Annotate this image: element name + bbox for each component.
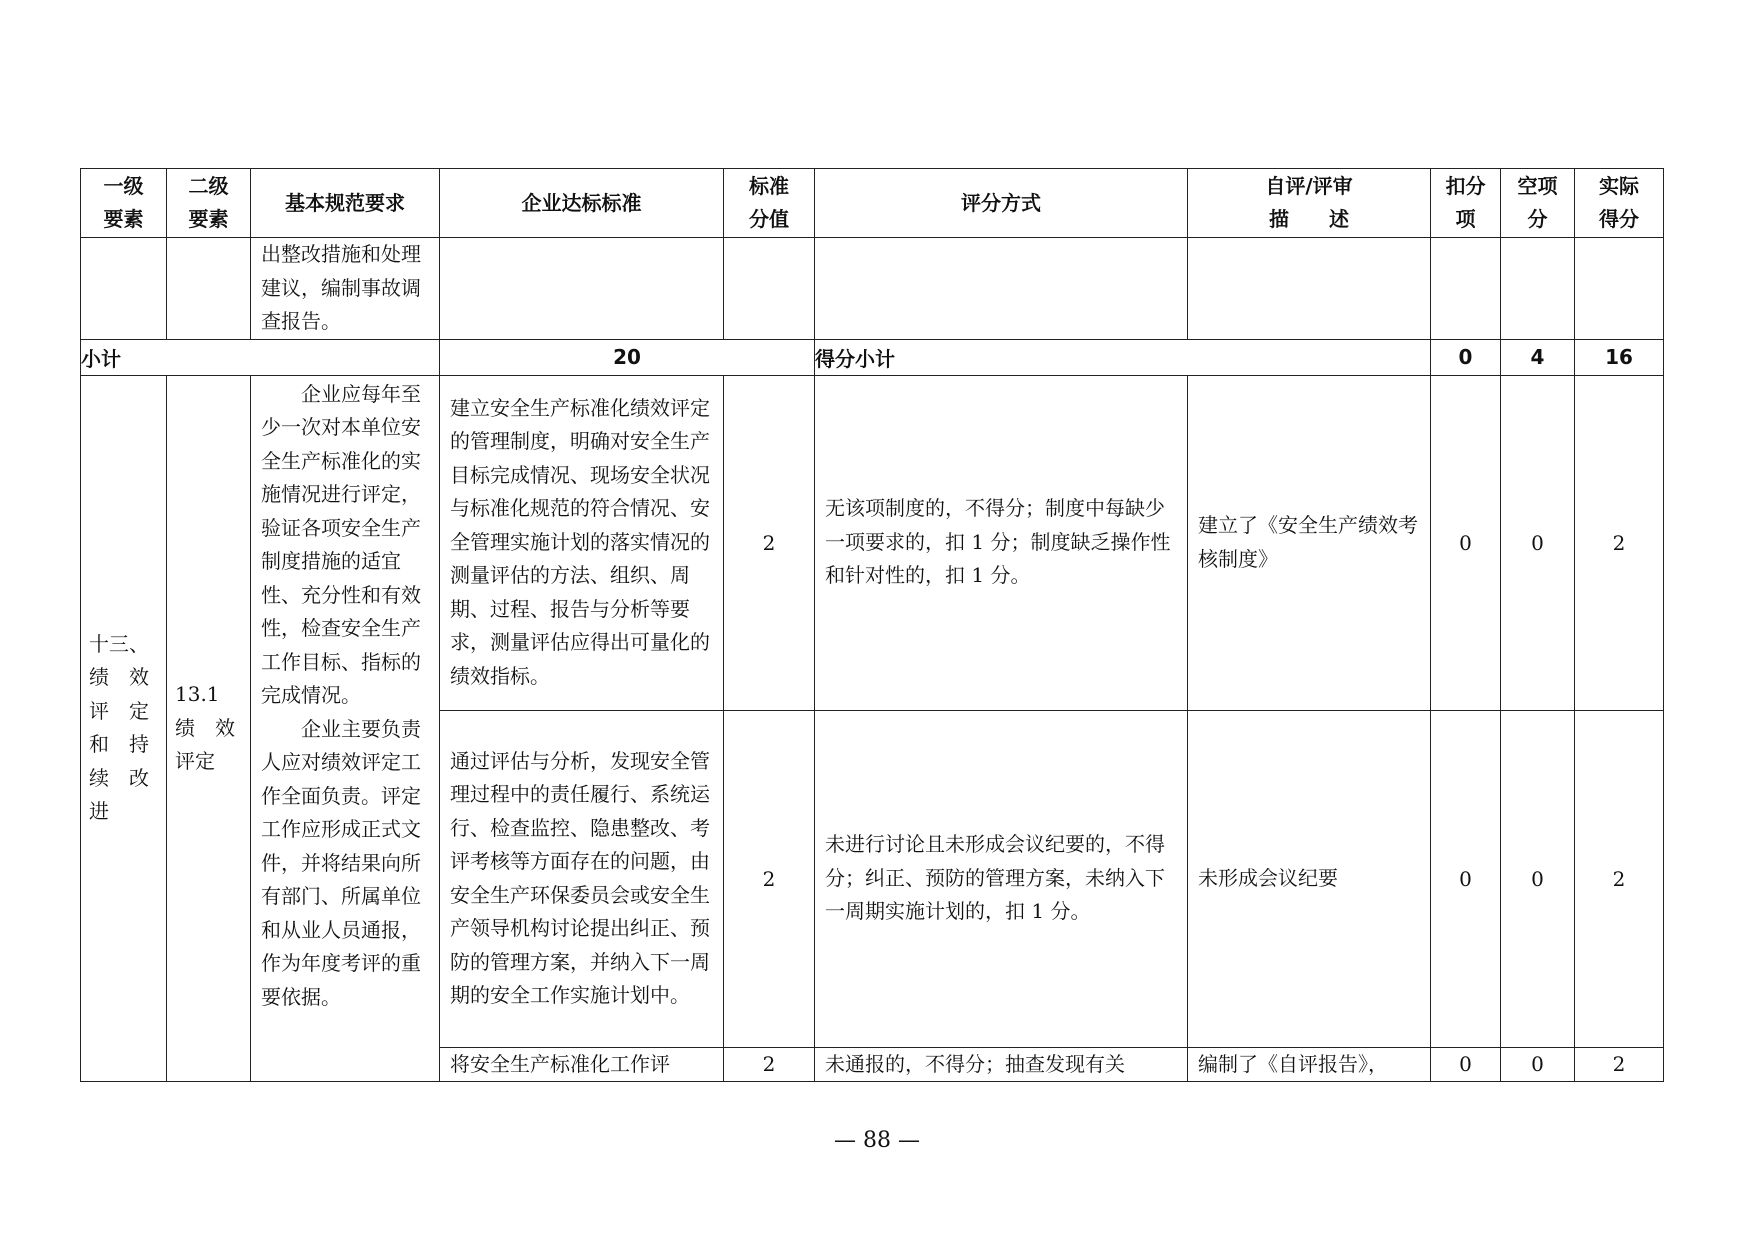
row2-standard: 通过评估与分析，发现安全管理过程中的责任履行、系统运行、检查监控、隐患整改、考评考核等方面存在的问题，由安全生产环保委员会或安全生产领导机构讨论提出纠正、预防的管理方案，并纳入下一周期的安全工作实施计划中。 — [440, 710, 724, 1047]
header-deduct: 扣分 项 — [1431, 169, 1501, 238]
section-level1: 十三、绩 效 评 定 和 持 续 改 进 — [81, 375, 167, 1082]
header-method: 评分方式 — [815, 169, 1188, 238]
subtotal-label: 小计 — [81, 339, 440, 375]
row3-deduct: 0 — [1431, 1047, 1501, 1082]
subtotal-deduct: 0 — [1431, 339, 1501, 375]
carryover-level2 — [167, 238, 251, 340]
row1-points: 2 — [724, 375, 815, 710]
row3-empty: 0 — [1501, 1047, 1575, 1082]
row1-description: 建立了《安全生产绩效考核制度》 — [1188, 375, 1431, 710]
row2-empty: 0 — [1501, 710, 1575, 1047]
row2-deduct: 0 — [1431, 710, 1501, 1047]
row3-standard: 将安全生产标准化工作评 — [440, 1047, 724, 1082]
row1-method: 无该项制度的，不得分；制度中每缺少一项要求的，扣 1 分；制度缺乏操作性和针对性的，扣 1 分。 — [815, 375, 1188, 710]
row1-actual: 2 — [1575, 375, 1664, 710]
section-requirement: 企业应每年至少一次对本单位安全生产标准化的实施情况进行评定，验证各项安全生产制度措施的适宜性、充分性和有效性，检查安全生产工作目标、指标的完成情况。 企业主要负责人应对绩效评定工作全面负责。评定工作应形成正式文件，并将结果向所有部门、所属单位和从业人员通报，作为年度考评的重要依据。 — [251, 375, 440, 1082]
header-points: 标准 分值 — [724, 169, 815, 238]
carryover-requirement: 出整改措施和处理建议，编制事故调查报告。 — [251, 238, 440, 340]
row2-method: 未进行讨论且未形成会议纪要的，不得分；纠正、预防的管理方案，未纳入下一周期实施计划的，扣 1 分。 — [815, 710, 1188, 1047]
header-level2: 二级 要素 — [167, 169, 251, 238]
carryover-row — [81, 238, 1664, 340]
row1-standard: 建立安全生产标准化绩效评定的管理制度，明确对安全生产目标完成情况、现场安全状况与标准化规范的符合情况、安全管理实施计划的落实情况的测量评估的方法、组织、周期、过程、报告与分析等要求，测量评估应得出可量化的绩效指标。 — [440, 375, 724, 710]
carryover-level1 — [81, 238, 167, 340]
row1-deduct: 0 — [1431, 375, 1501, 710]
row3-description: 编制了《自评报告》， — [1188, 1047, 1431, 1082]
section-level2: 13.1 绩 效 评定 — [167, 375, 251, 1082]
score-table — [80, 168, 1664, 1082]
row2-description: 未形成会议纪要 — [1188, 710, 1431, 1047]
row2-actual: 2 — [1575, 710, 1664, 1047]
header-empty: 空项 分 — [1501, 169, 1575, 238]
row3-points: 2 — [724, 1047, 815, 1082]
page-number: — 88 — — [834, 1128, 920, 1153]
header-description: 自评/评审 描 述 — [1188, 169, 1431, 238]
row2-points: 2 — [724, 710, 815, 1047]
row1-empty: 0 — [1501, 375, 1575, 710]
subtotal-actual: 16 — [1575, 339, 1664, 375]
subtotal-empty: 4 — [1501, 339, 1575, 375]
subtotal-standard-total: 20 — [440, 339, 815, 375]
header-requirement: 基本规范要求 — [251, 169, 440, 238]
row3-method: 未通报的，不得分；抽查发现有关 — [815, 1047, 1188, 1082]
subtotal-score-label: 得分小计 — [815, 339, 1431, 375]
subtotal-row — [81, 339, 1664, 375]
header-level1: 一级 要素 — [81, 169, 167, 238]
header-row — [81, 169, 1664, 238]
header-actual: 实际 得分 — [1575, 169, 1664, 238]
header-standard: 企业达标标准 — [440, 169, 724, 238]
row3-actual: 2 — [1575, 1047, 1664, 1082]
table-row — [81, 375, 1664, 710]
